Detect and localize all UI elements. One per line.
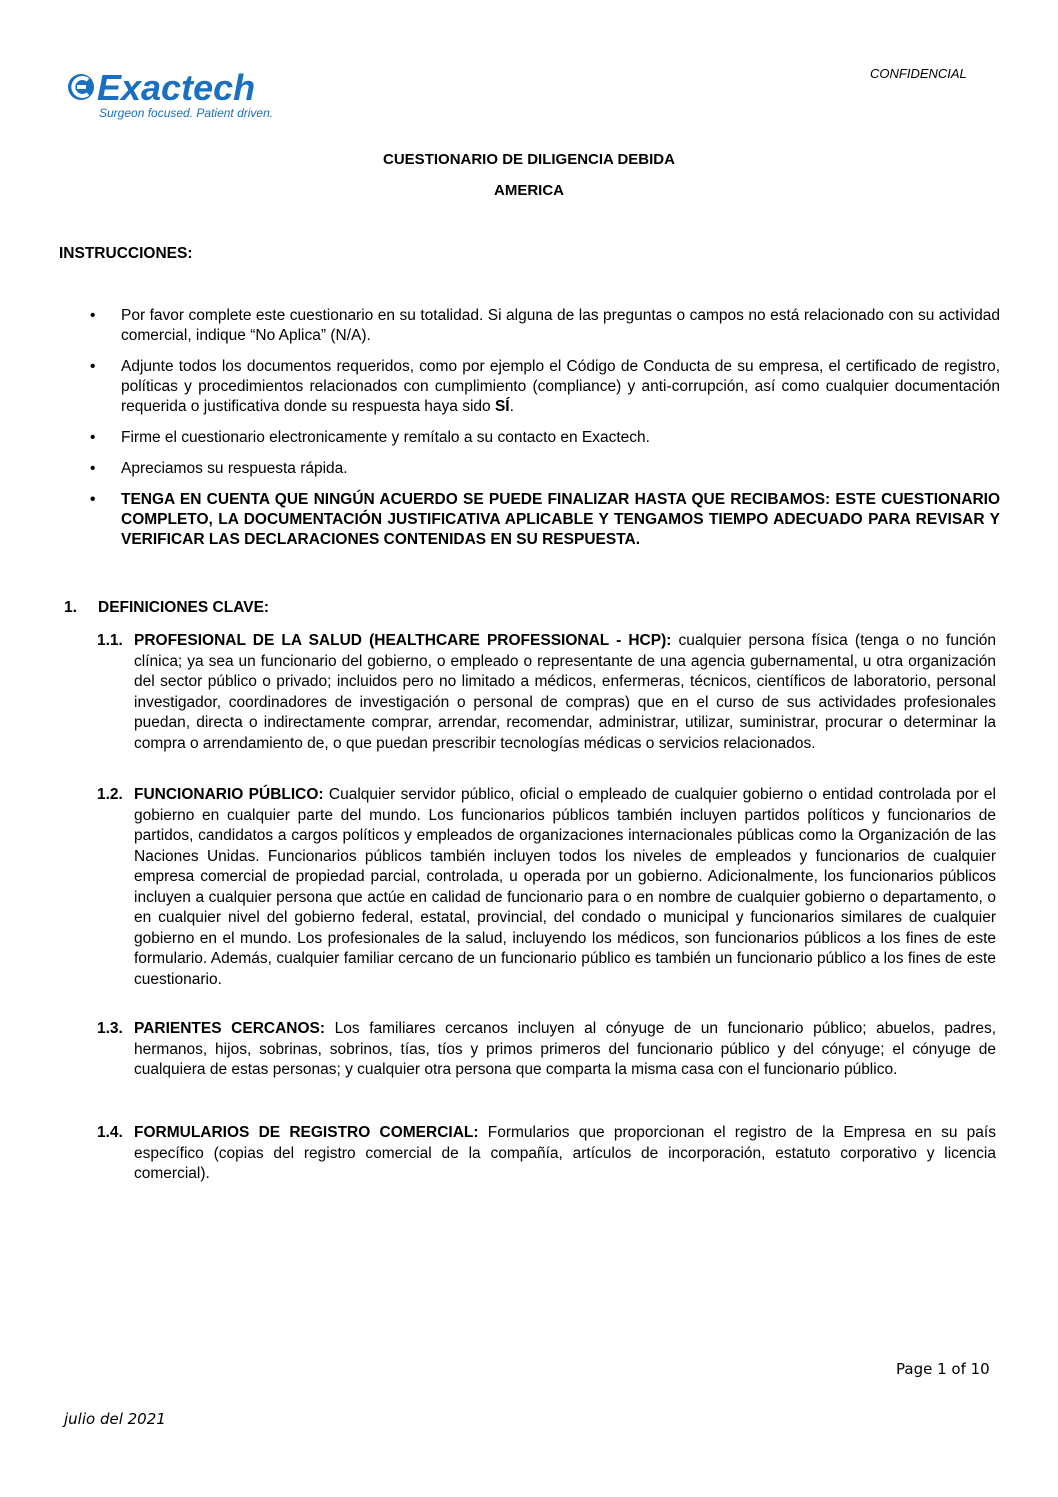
definition-item (97, 1123, 996, 1185)
definition-text: cualquier persona física (tenga o no función clínica; ya sea un funcionario del gobierno, o empleado o representante de una agencia gubernamental, u otra organización del sector público o privado; incluidos pero no limitado a médicos, enfermeras, técnicos, científicos de laboratorio, personal investigador, coordinadores de investigación o personal de compras) que en el curso de sus actividades profesionales puedan, directa o indirectamente comprar, arrendar, recomendar, administrar, utilizar, suministrar, procurar o determinar la compra o arrendamiento de, o que puedan prescribir tecnologías médicas o servicios relacionados. (134, 632, 997, 752)
definition-item (97, 785, 996, 990)
bullet-icon: • (90, 460, 96, 477)
instruction-text: TENGA EN CUENTA QUE NINGÚN ACUERDO SE PUEDE FINALIZAR HASTA QUE RECIBAMOS: ESTE CUESTIONARIO COMPLETO, LA DOCUMENTACIÓN JUSTIFICATIVA APLICABLE Y TENGAMOS TIEMPO ADECUADO PARA REVISAR Y VERIFICAR LAS DECLARACIONES CONTENIDAS EN SU RESPUESTA. (121, 491, 1000, 548)
instruction-item (90, 357, 1000, 417)
definition-item (97, 1019, 996, 1081)
bullet-icon: • (90, 429, 96, 446)
footer-date: julio del 2021 (64, 1410, 166, 1428)
document-title: CUESTIONARIO DE DILIGENCIA DEBIDA (383, 151, 675, 168)
definition-number: 1.4. (97, 1124, 123, 1141)
logo-wordmark: Exactech (97, 68, 256, 108)
instruction-text: . (509, 398, 514, 415)
document-subtitle: AMERICA (494, 182, 564, 199)
instruction-item (90, 459, 1000, 479)
section-number: 1. (64, 599, 77, 616)
instruction-text: Por favor complete este cuestionario en su totalidad. Si alguna de las preguntas o campos no está relacionado con su actividad comercial, indique “No Aplica” (N/A). (121, 307, 1000, 344)
instruction-text: Adjunte todos los documentos requeridos, como por ejemplo el Código de Conducta de su empresa, el certificado de registro, políticas y procedimientos relacionados con cumplimiento (compliance) y anti-corrupción, así como cualquier documentación requerida o justificativa donde su respuesta haya sido (121, 358, 1000, 415)
instruction-text: Apreciamos su respuesta rápida. (121, 460, 348, 477)
bullet-icon: • (90, 307, 96, 324)
instructions-heading: INSTRUCCIONES: (59, 245, 193, 262)
definition-term: PARIENTES CERCANOS: (134, 1020, 326, 1037)
logo-tagline: Surgeon focused. Patient driven. (99, 106, 274, 120)
definition-term: FORMULARIOS DE REGISTRO COMERCIAL: (134, 1124, 479, 1141)
exactech-logo (66, 68, 306, 124)
confidential-label: CONFIDENCIAL (870, 66, 967, 81)
bullet-icon: • (90, 358, 96, 375)
definition-item (97, 631, 996, 754)
page-number: Page 1 of 10 (896, 1360, 990, 1378)
bullet-icon: • (90, 491, 96, 508)
definition-number: 1.3. (97, 1020, 123, 1037)
definition-text: Los familiares cercanos incluyen al cónyuge de un funcionario público; abuelos, padres, hermanos, hijos, sobrinas, sobrinos, tías, tíos y primos primeros del funcionario público y del cónyuge; el cónyuge de cualquiera de estas personas; y cualquier otra persona que comparta la misma casa con el funcionario público. (134, 1020, 997, 1078)
definition-term: FUNCIONARIO PÚBLICO: (134, 786, 324, 803)
instructions-list (90, 306, 1000, 561)
instruction-item (90, 428, 1000, 448)
definition-number: 1.1. (97, 632, 123, 649)
definition-term: PROFESIONAL DE LA SALUD (HEALTHCARE PROFESSIONAL - HCP): (134, 632, 672, 649)
definition-number: 1.2. (97, 786, 123, 803)
instruction-item (90, 306, 1000, 346)
exactech-logo-graphic (66, 68, 306, 124)
definition-text: Formularios que proporcionan el registro de la Empresa en su país específico (copias del registro comercial de la compañía, artículos de incorporación, estatuto corporativo y licencia comercial). (134, 1124, 996, 1182)
section-title: DEFINICIONES CLAVE: (98, 599, 270, 616)
section-heading (64, 599, 269, 617)
instruction-text: Firme el cuestionario electronicamente y remítalo a su contacto en Exactech. (121, 429, 650, 446)
definition-text: Cualquier servidor público, oficial o empleado de cualquier gobierno o entidad controlada por el gobierno en cualquier parte del mundo. Los funcionarios públicos también incluyen partidos políticos y funcionarios de partidos, candidatos a cargos políticos y empleados de organizaciones internacionales públicas como la Organización de las Naciones Unidas. Funcionarios públicos también incluyen todos los niveles de empleados y funcionarios de cualquier empresa comercial de propiedad parcial, controlada, u operada por un gobierno. Adicionalmente, los funcionarios públicos incluyen a cualquier persona que actúe en calidad de funcionario para o en nombre de cualquier gobierno o departamento, o en cualquier nivel del gobierno federal, estatal, provincial, del condado o municipal y funcionarios similares de cualquier gobierno en el mundo. Los profesionales de la salud, incluyendo los médicos, son funcionarios públicos a los fines de este formulario. Además, cualquier familiar cercano de un funcionario público es también un funcionario público a los fines de este cuestionario. (134, 786, 996, 988)
instruction-item-notice (90, 490, 1000, 550)
instruction-emphasis: SÍ (494, 398, 510, 415)
